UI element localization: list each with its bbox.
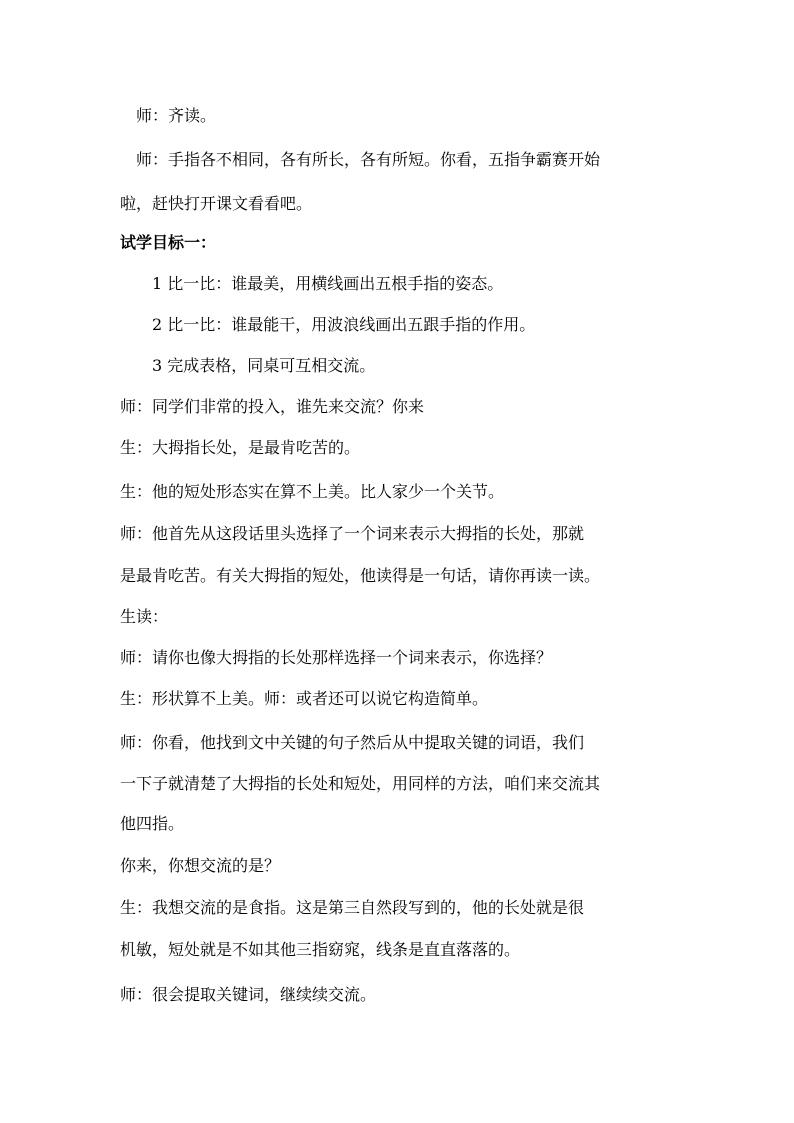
line-17: 一下子就清楚了大拇指的长处和短处，用同样的方法，咱们来交流其 [120,774,601,793]
line-8: 师：同学们非常的投入，谁先来交流？你来 [120,397,425,416]
line-20: 生：我想交流的是食指。这是第三自然段写到的，他的长处就是很 [120,898,585,917]
line-18: 他四指。 [120,814,185,833]
line-13: 生读： [120,607,169,626]
line-21: 机敏，短处就是不如其他三指窈窕，线条是直直落落的。 [120,940,521,959]
line-14: 师：请你也像大拇指的长处那样选择一个词来表示，你选择？ [120,648,553,667]
line-3: 啦，赶快打开课文看看吧。 [120,194,313,213]
line-1: 师：齐读。 [120,106,217,125]
line-9: 生：大拇指长处，是最肯吃苦的。 [120,438,361,457]
line-12: 是最肯吃苦。有关大拇指的短处，他读得是一句话，请你再读一读。 [120,566,601,585]
line-5: 1 比一比：谁最美，用横线画出五根手指的姿态。 [120,274,504,293]
line-15: 生：形状算不上美。师：或者还可以说它构造简单。 [120,689,489,708]
section-heading: 试学目标一： [120,233,217,252]
line-11: 师：他首先从这段话里头选择了一个词来表示大拇指的长处，那就 [120,524,585,543]
line-2: 师：手指各不相同，各有所长，各有所短。你看，五指争霸赛开始 [120,150,601,169]
line-7: 3 完成表格，同桌可互相交流。 [120,356,376,375]
line-16: 师：你看，他找到文中关键的句子然后从中提取关键的词语，我们 [120,733,585,752]
line-19: 你来，你想交流的是？ [120,856,281,875]
line-10: 生：他的短处形态实在算不上美。比人家少一个关节。 [120,482,505,501]
line-22: 师：很会提取关键词，继续续交流。 [120,985,377,1004]
line-6: 2 比一比：谁最能干，用波浪线画出五跟手指的作用。 [120,315,536,334]
